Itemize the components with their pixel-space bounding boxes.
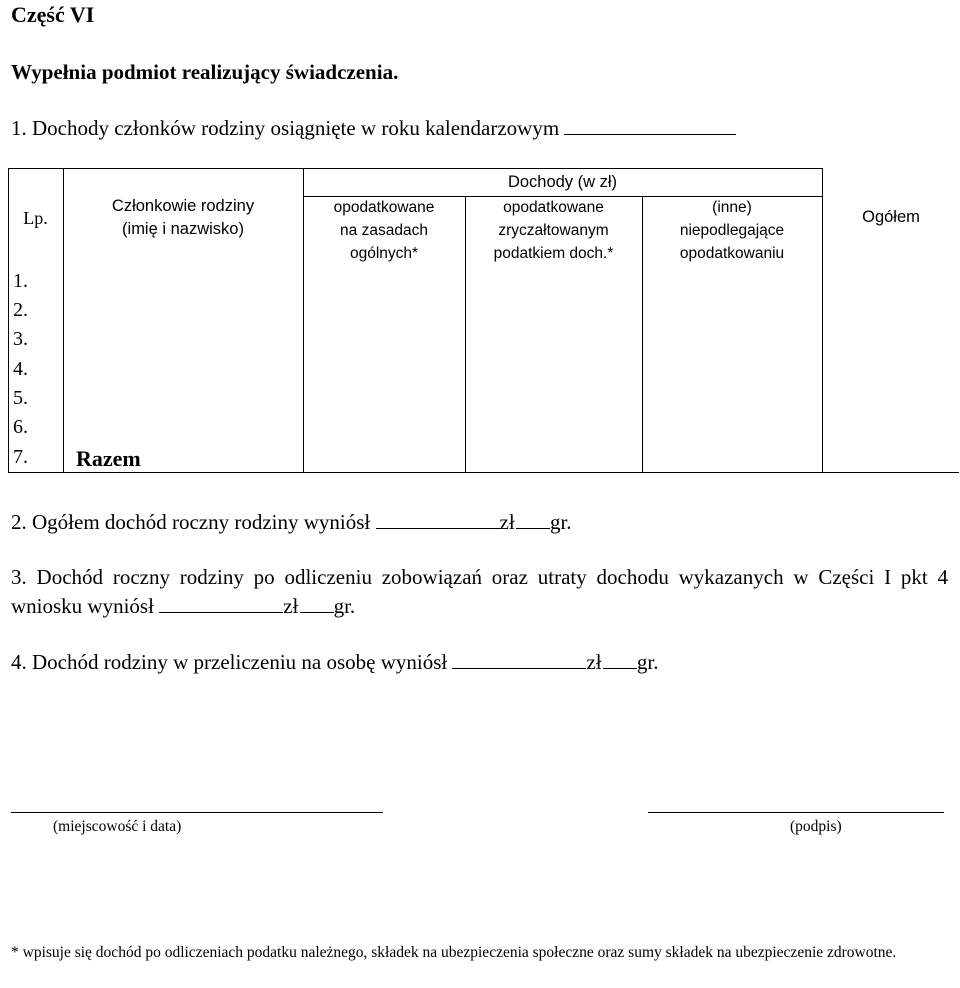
total-header: Ogółem [862, 208, 920, 226]
annual-income-gr-blank[interactable] [516, 508, 550, 529]
table-bottom-border [8, 472, 959, 473]
item-2 [11, 508, 572, 535]
income-header: Dochody (w zł) [507, 173, 618, 191]
total-row-label: Razem [76, 446, 141, 471]
col-general-line2: na zasadach [340, 222, 428, 239]
col-general-line3: ogólnych* [349, 245, 419, 262]
net-income-gr-blank[interactable] [300, 592, 334, 613]
annual-income-zl-blank[interactable] [376, 508, 500, 529]
col-other-line3: opodatkowaniu [679, 245, 785, 262]
footnote: * wpisuje się dochód po odliczeniach podatku należnego, składek na ubezpieczenia społeczne oraz sumy składek na ubezpieczenie zdrowotne. [11, 944, 897, 961]
row-number-5: 5. [13, 387, 28, 409]
row-number-1: 1. [13, 270, 28, 292]
fill-instruction: Wypełnia podmiot realizujący świadczenia. [11, 60, 399, 84]
col-flat-line3: podatkiem doch.* [493, 245, 614, 262]
per-person-gr-blank[interactable] [603, 648, 637, 669]
row-number-2: 2. [13, 299, 28, 321]
item-2-label: 2. Ogółem dochód roczny rodziny wyniósł [11, 510, 371, 534]
col-flat-line2: zryczałtowanym [498, 222, 609, 239]
item-4-zl: zł [586, 650, 602, 674]
col-other-line1: (inne) [712, 199, 752, 216]
lp-header: Lp. [23, 208, 48, 228]
item-4 [11, 648, 658, 675]
item-4-gr: gr. [636, 650, 659, 674]
place-date-line[interactable] [11, 812, 383, 813]
members-header-line2: (imię i nazwisko) [122, 220, 244, 238]
part-title: Część VI [11, 2, 95, 27]
item-2-gr: gr. [549, 510, 572, 534]
item-3-gr: gr. [333, 594, 356, 618]
col-other-line2: niepodlegające [679, 222, 785, 239]
item-3-zl: zł [283, 594, 299, 618]
row-number-4: 4. [13, 358, 28, 380]
item-1-label: 1. Dochody członków rodziny osiągnięte w roku kalendarzowym [11, 116, 560, 140]
per-person-zl-blank[interactable] [452, 648, 586, 669]
net-income-zl-blank[interactable] [159, 592, 283, 613]
signature-line[interactable] [648, 812, 944, 813]
members-header-line1: Członkowie rodziny [111, 197, 255, 215]
item-4-label: 4. Dochód rodziny w przeliczeniu na osobę wyniósł [11, 650, 448, 674]
row-number-7: 7. [13, 446, 28, 468]
item-2-zl: zł [499, 510, 515, 534]
item-1-text [11, 114, 736, 141]
col-general-line1: opodatkowane [333, 199, 435, 216]
row-number-3: 3. [13, 328, 28, 350]
place-date-label: (miejscowość i data) [53, 818, 182, 835]
item-3 [11, 563, 948, 621]
item-3-label: 3. Dochód roczny rodziny po odliczeniu zobowiązań oraz utraty dochodu wykazanych w Części I pkt 4 wniosku wyniósł [11, 565, 948, 618]
col-flat-line1: opodatkowane [503, 199, 604, 216]
row-number-6: 6. [13, 416, 28, 438]
table-top-border [8, 168, 822, 169]
year-blank[interactable] [564, 114, 736, 135]
signature-label: (podpis) [790, 818, 842, 835]
